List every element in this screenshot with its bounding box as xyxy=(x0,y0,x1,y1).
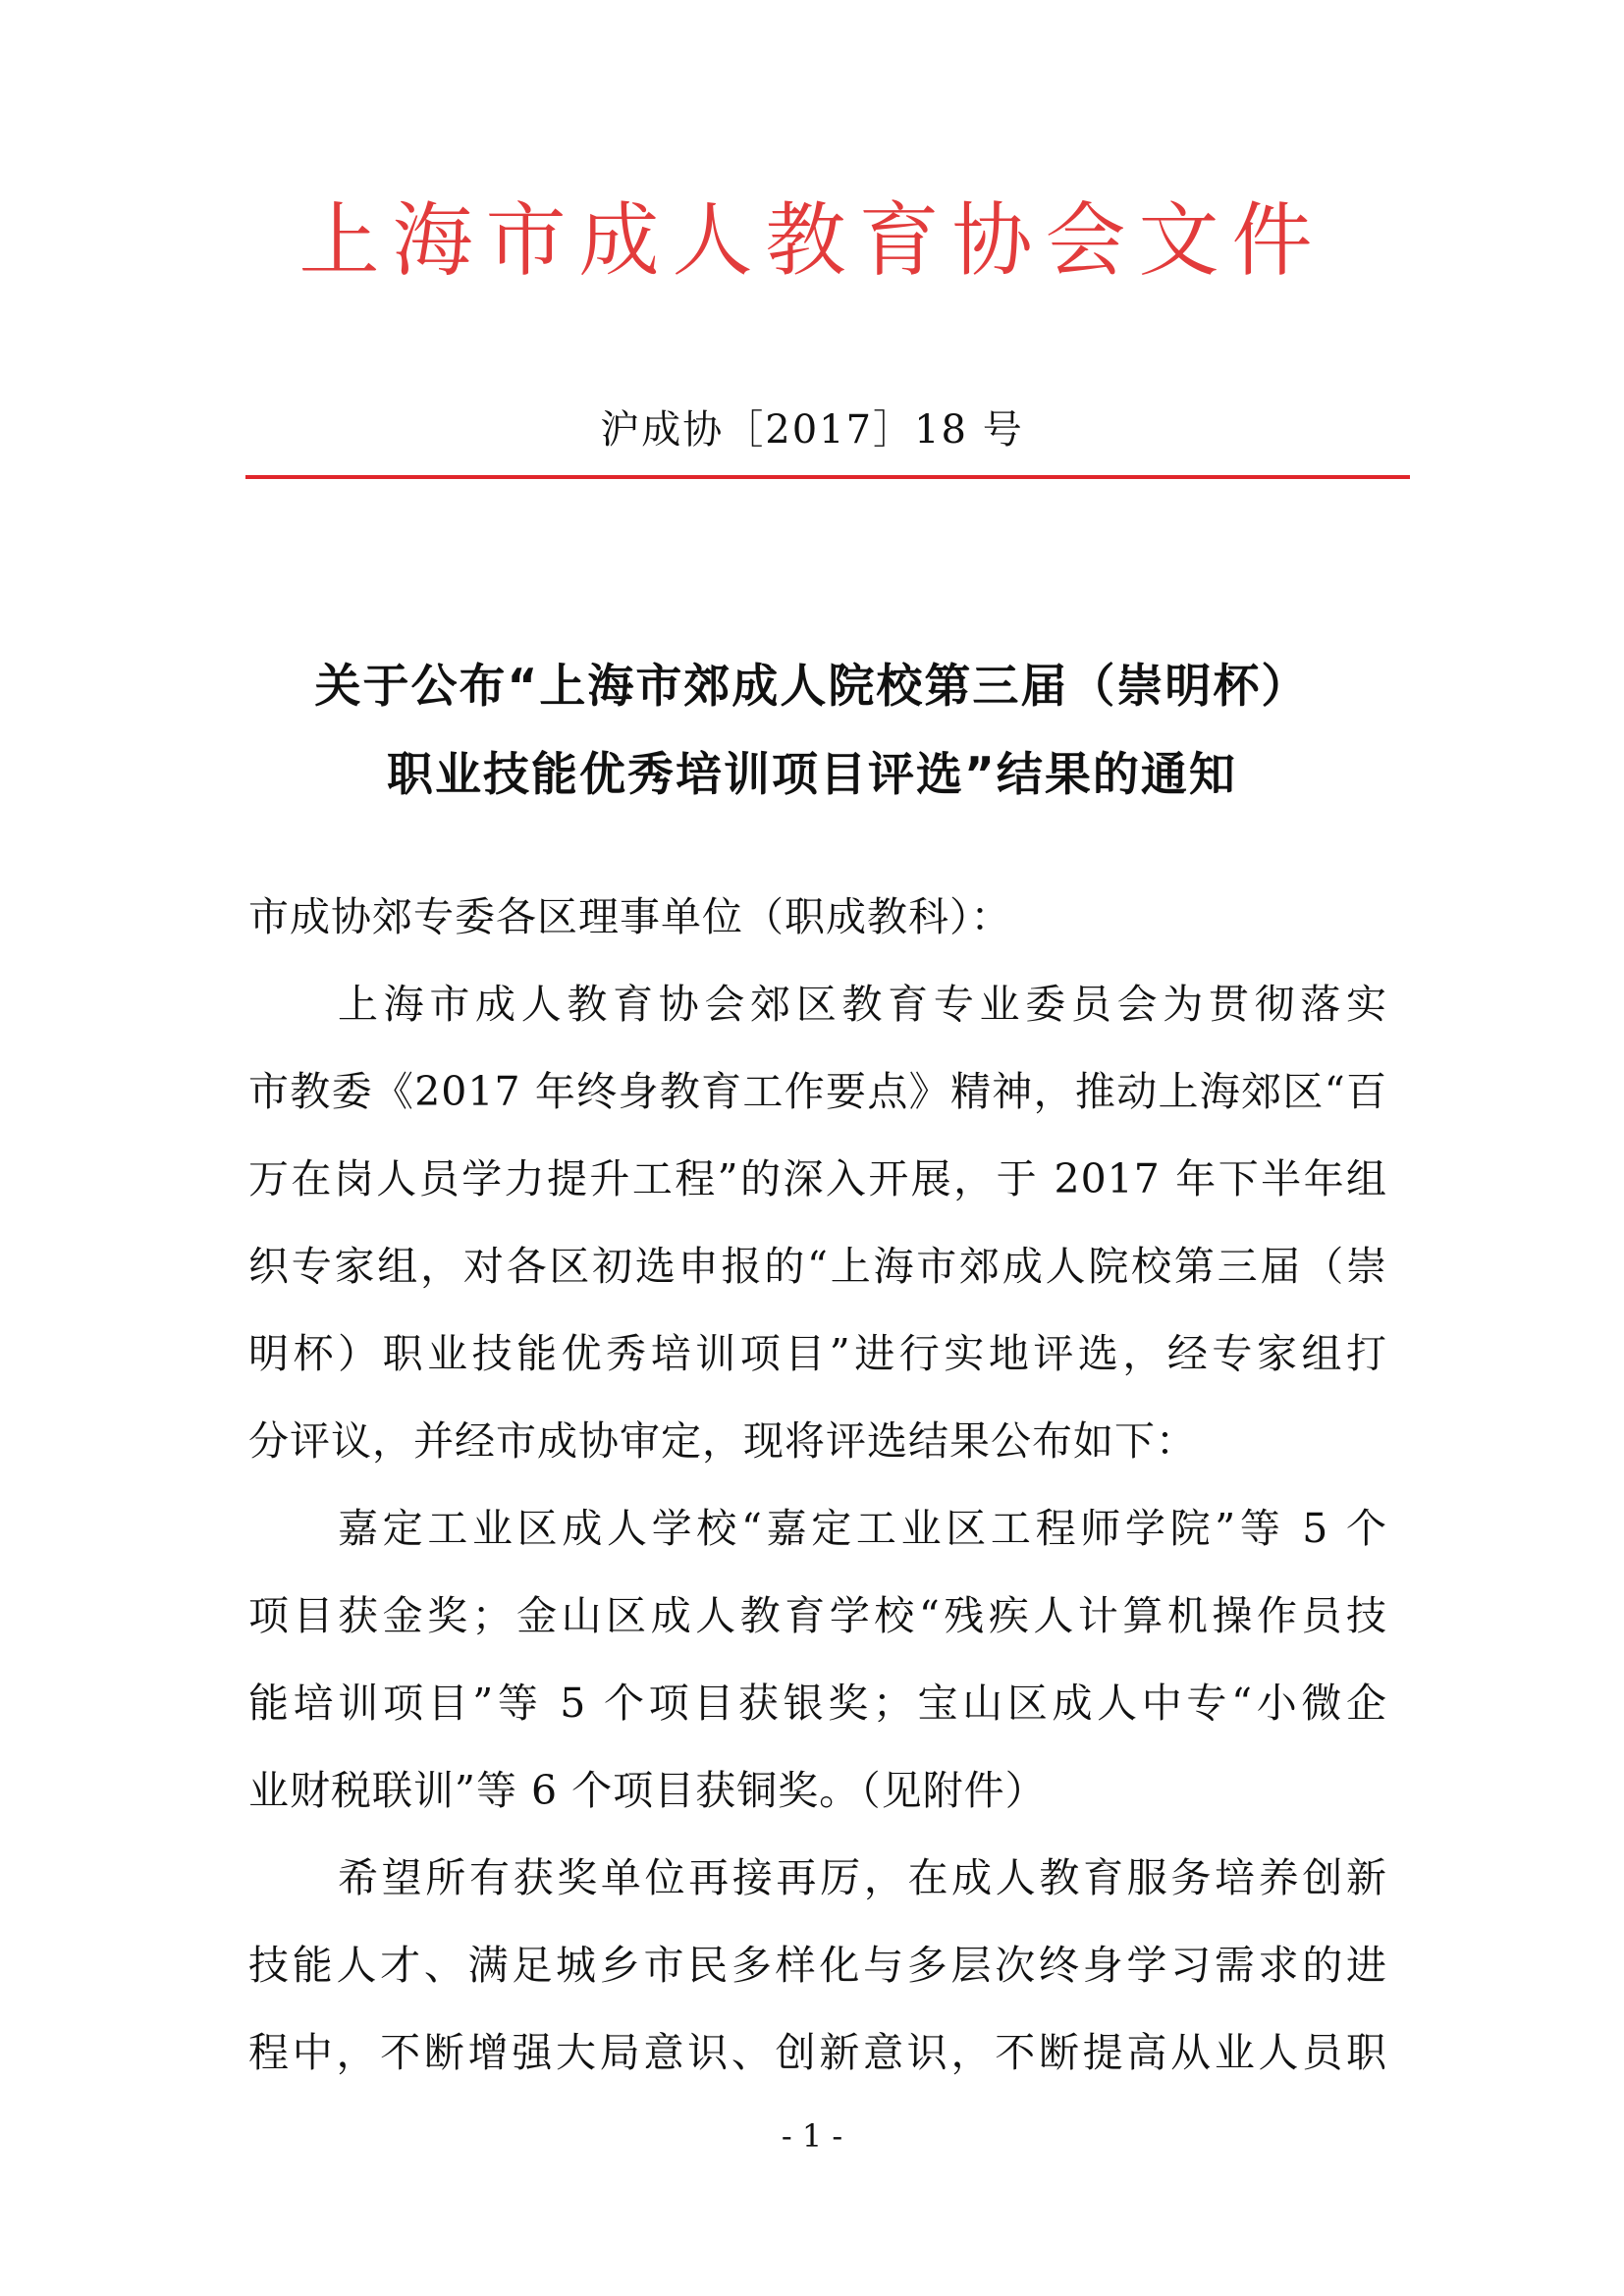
salutation: 市成协郊专委各区理事单位（职成教科）： xyxy=(248,893,1012,940)
body-line: 程中，不断增强大局意识、创新意识，不断提高从业人员职 xyxy=(248,2029,1387,2076)
body-line: 分评议，并经市成协审定，现将评选结果公布如下： xyxy=(248,1417,1197,1465)
body-line: 业财税联训”等 6 个项目获铜奖。（见附件） xyxy=(248,1767,1047,1814)
page-number: - 1 - xyxy=(781,2117,843,2155)
body-line: 技能人才、满足城乡市民多样化与多层次终身学习需求的进 xyxy=(248,1942,1387,1989)
body-line: 万在岗人员学力提升工程”的深入开展，于 2017 年下半年组 xyxy=(248,1155,1387,1202)
body-line: 市教委《2017 年终身教育工作要点》精神，推动上海郊区“百 xyxy=(248,1068,1387,1115)
body-line: 明杯）职业技能优秀培训项目”进行实地评选，经专家组打 xyxy=(248,1330,1387,1377)
notice-title-line-2: 职业技能优秀培训项目评选”结果的通知 xyxy=(387,748,1237,802)
body-line: 上海市成人教育协会郊区教育专业委员会为贯彻落实 xyxy=(338,981,1387,1028)
body-line: 能培训项目”等 5 个项目获银奖；宝山区成人中专“小微企 xyxy=(248,1680,1387,1727)
body-line: 希望所有获奖单位再接再厉，在成人教育服务培养创新 xyxy=(338,1854,1387,1901)
org-header-title: 上海市成人教育协会文件 xyxy=(298,194,1326,288)
body-line: 项目获金奖；金山区成人教育学校“残疾人计算机操作员技 xyxy=(248,1592,1387,1639)
body-line: 织专家组，对各区初选申报的“上海市郊成人院校第三届（崇 xyxy=(248,1243,1387,1290)
body-line: 嘉定工业区成人学校“嘉定工业区工程师学院”等 5 个 xyxy=(338,1505,1387,1552)
red-divider-rule xyxy=(245,475,1410,479)
document-number: 沪成协［2017］18 号 xyxy=(600,407,1024,453)
notice-title-line-1: 关于公布“上海市郊成人院校第三届（崇明杯） xyxy=(314,660,1310,714)
